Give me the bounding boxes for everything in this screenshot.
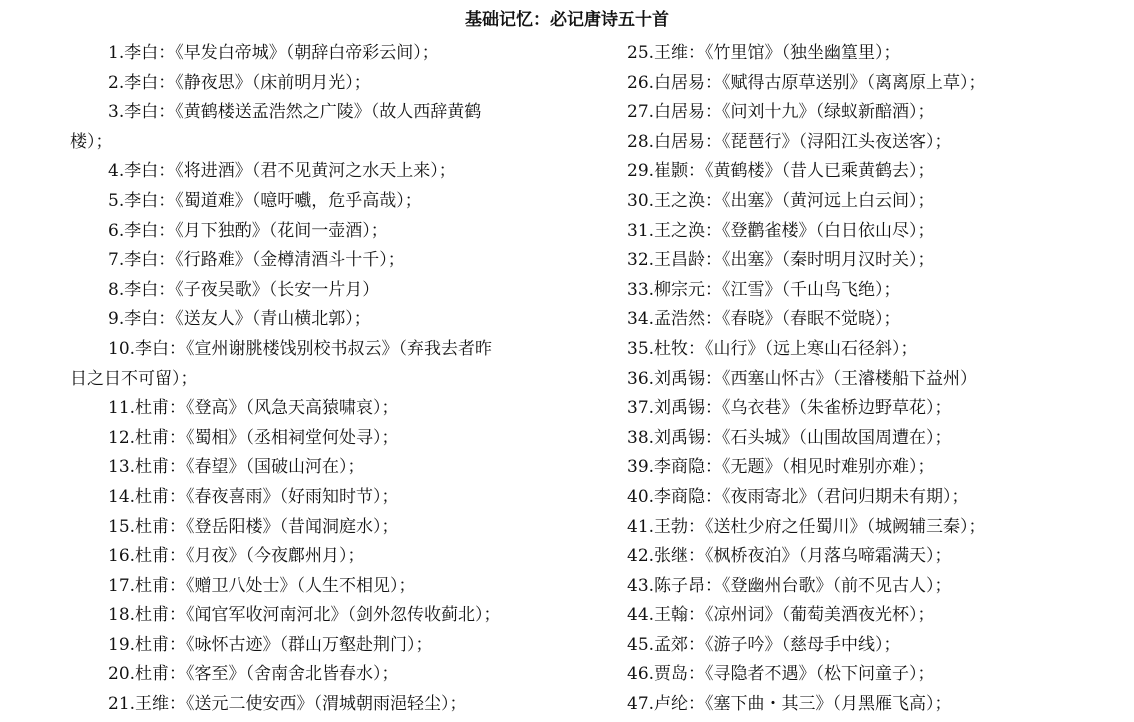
poem-line: 41.王勃：《送杜少府之任蜀川》（城阙辅三秦）； <box>627 516 986 537</box>
poem-line: 47.卢纶：《塞下曲・其三》（月黑雁飞高）； <box>627 694 952 715</box>
poem-line: 18.杜甫：《闻官军收河南河北》（剑外忽传收蓟北）； <box>108 605 501 626</box>
poem-line: 8.李白：《子夜吴歌》（长安一片月） <box>108 279 380 300</box>
poem-line: 45.孟郊：《游子吟》（慈母手中线）； <box>627 634 901 655</box>
poem-line: 37.刘禹锡：《乌衣巷》（朱雀桥边野草花）； <box>627 398 952 419</box>
poem-line: 楼）； <box>70 131 113 152</box>
poem-line: 19.杜甫：《咏怀古迹》（群山万壑赴荆门）； <box>108 634 433 655</box>
poem-line: 17.杜甫：《赠卫八处士》（人生不相见）； <box>108 575 416 596</box>
poem-list-left <box>70 39 600 720</box>
poem-line: 2.李白：《静夜思》（床前明月光）； <box>108 72 371 93</box>
poem-line: 16.杜甫：《月夜》（今夜鄜州月）； <box>108 546 365 567</box>
poem-line: 11.杜甫：《登高》（风急天高猿啸哀）； <box>108 398 399 419</box>
poem-line: 1.李白：《早发白帝城》（朝辞白帝彩云间）； <box>108 43 439 63</box>
poem-line: 40.李商隐：《夜雨寄北》（君问归期未有期）； <box>627 486 969 507</box>
poem-line: 43.陈子昂：《登幽州台歌》（前不见古人）； <box>627 575 952 596</box>
poem-line: 30.王之涣：《出塞》（黄河远上白云间）； <box>627 190 935 211</box>
poem-line: 13.杜甫：《春望》（国破山河在）； <box>108 457 365 478</box>
poem-line: 32.王昌龄：《出塞》（秦时明月汉时关）； <box>627 250 935 271</box>
poem-line: 26.白居易：《赋得古原草送别》（离离原上草）； <box>627 72 986 93</box>
poem-line: 34.孟浩然：《春晓》（春眠不觉晓）； <box>627 309 901 330</box>
poem-line: 15.杜甫：《登岳阳楼》（昔闻洞庭水）； <box>108 516 399 537</box>
poem-line: 25.王维：《竹里馆》（独坐幽篁里）； <box>627 43 901 63</box>
poem-line: 39.李商隐：《无题》（相见时难别亦难）； <box>627 457 935 478</box>
poem-list-right <box>627 39 1127 720</box>
poem-line: 14.杜甫：《春夜喜雨》（好雨知时节）； <box>108 486 399 507</box>
document-title: 基础记忆：必记唐诗五十首 <box>465 10 669 30</box>
poem-line: 31.王之涣：《登鹳雀楼》（白日依山尽）； <box>627 220 935 241</box>
poem-line: 27.白居易：《问刘十九》（绿蚁新醅酒）； <box>627 102 935 123</box>
poem-line: 日之日不可留）； <box>70 368 198 389</box>
poem-line: 38.刘禹锡：《石头城》（山围故国周遭在）； <box>627 427 952 448</box>
poem-line: 29.崔颢：《黄鹤楼》（昔人已乘黄鹤去）； <box>627 161 935 182</box>
poem-line: 10.李白：《宣州谢朓楼饯别校书叔云》（弃我去者昨 <box>108 338 493 359</box>
poem-line: 9.李白：《送友人》（青山横北郭）； <box>108 309 371 330</box>
poem-line: 44.王翰：《凉州词》（葡萄美酒夜光杯）； <box>627 605 935 626</box>
poem-line: 33.柳宗元：《江雪》（千山鸟飞绝）； <box>627 279 901 300</box>
poem-line: 36.刘禹锡：《西塞山怀古》（王濬楼船下益州） <box>627 368 978 389</box>
poem-line: 35.杜牧：《山行》（远上寒山石径斜）； <box>627 338 918 359</box>
poem-line: 20.杜甫：《客至》（舍南舍北皆春水）； <box>108 664 399 685</box>
poem-line: 42.张继：《枫桥夜泊》（月落乌啼霜满天）； <box>627 546 952 567</box>
poem-line: 46.贾岛：《寻隐者不遇》（松下问童子）； <box>627 664 935 685</box>
poem-line: 21.王维：《送元二使安西》（渭城朝雨浥轻尘）； <box>108 694 467 715</box>
poem-line: 12.杜甫：《蜀相》（丞相祠堂何处寻）； <box>108 427 399 448</box>
poem-line: 6.李白：《月下独酌》（花间一壶酒）； <box>108 220 388 241</box>
poem-line: 5.李白：《蜀道难》（噫吁嚱，危乎高哉）； <box>108 190 422 211</box>
poem-line: 3.李白：《黄鹤楼送孟浩然之广陵》（故人西辞黄鹤 <box>108 102 482 123</box>
poem-line: 7.李白：《行路难》（金樽清酒斗十千）； <box>108 250 405 271</box>
poem-line: 4.李白：《将进酒》（君不见黄河之水天上来）； <box>108 161 456 182</box>
poem-line: 28.白居易：《琵琶行》（浔阳江头夜送客）； <box>627 131 952 152</box>
